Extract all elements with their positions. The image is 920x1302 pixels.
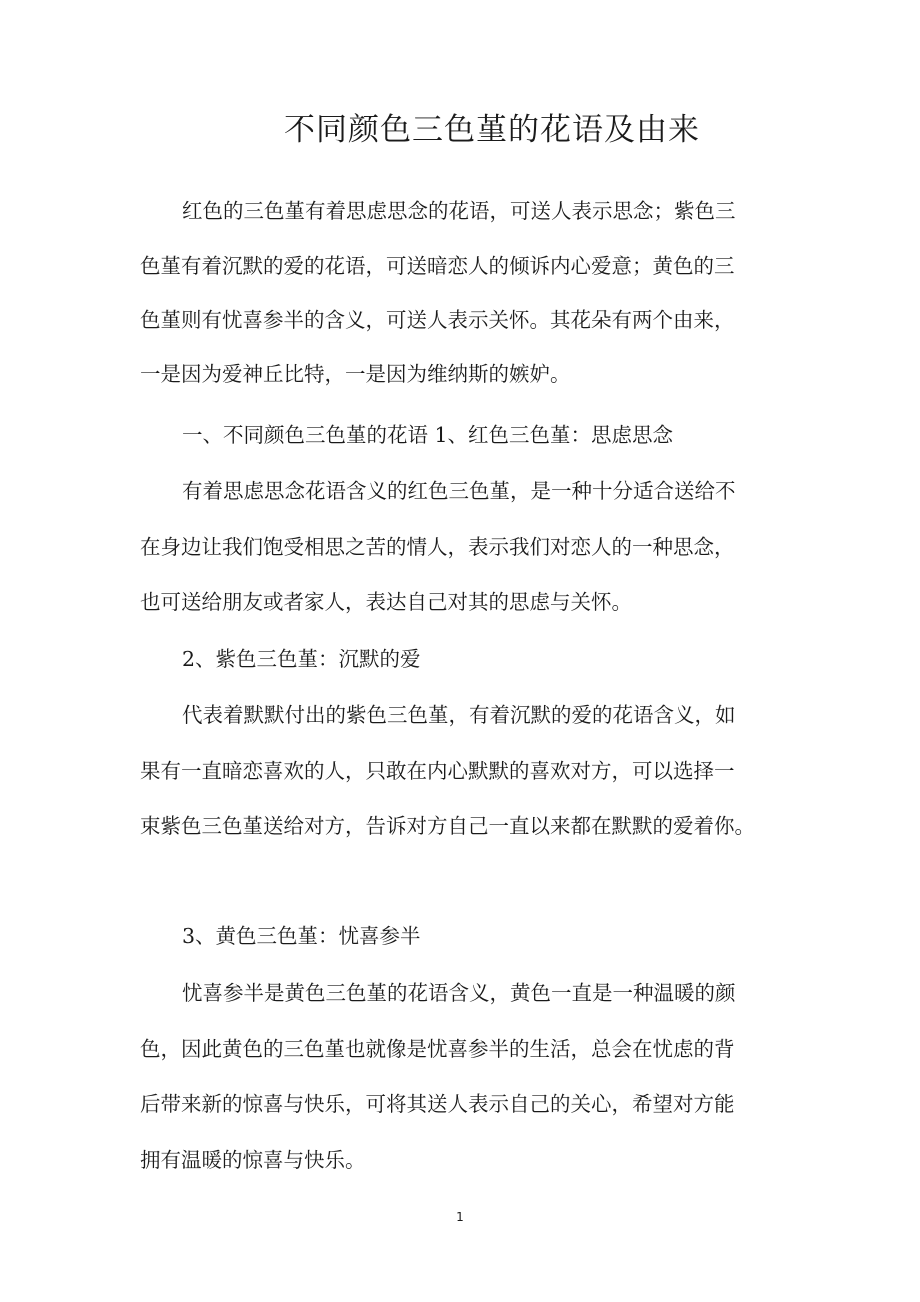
section-heading: 一、不同颜色三色堇的花语 1、红色三色堇：思虑思念 bbox=[182, 423, 674, 447]
body-line: 果有一直暗恋喜欢的人，只敢在内心默默的喜欢对方，可以选择一 bbox=[140, 759, 735, 783]
section-heading: 3、黄色三色堇：忧喜参半 bbox=[182, 924, 421, 948]
body-line: 也可送给朋友或者家人，表达自己对其的思虑与关怀。 bbox=[140, 590, 632, 614]
body-line: 代表着默默付出的紫色三色堇，有着沉默的爱的花语含义，如 bbox=[182, 703, 736, 727]
body-line: 有着思虑思念花语含义的红色三色堇，是一种十分适合送给不 bbox=[182, 479, 736, 503]
body-line: 色，因此黄色的三色堇也就像是忧喜参半的生活，总会在忧虑的背 bbox=[140, 1037, 735, 1061]
body-line: 色堇有着沉默的爱的花语，可送暗恋人的倾诉内心爱意；黄色的三 bbox=[140, 254, 735, 278]
body-line: 束紫色三色堇送给对方，告诉对方自己一直以来都在默默的爱着你。 bbox=[140, 814, 755, 838]
page-number: 1 bbox=[456, 1210, 464, 1224]
body-line: 后带来新的惊喜与快乐，可将其送人表示自己的关心，希望对方能 bbox=[140, 1092, 735, 1116]
body-line: 红色的三色堇有着思虑思念的花语，可送人表示思念；紫色三 bbox=[182, 199, 736, 223]
body-line: 色堇则有忧喜参半的含义，可送人表示关怀。其花朵有两个由来， bbox=[140, 308, 735, 332]
document-title: 不同颜色三色堇的花语及由来 bbox=[284, 112, 700, 148]
body-line: 一是因为爱神丘比特，一是因为维纳斯的嫉妒。 bbox=[140, 362, 571, 386]
body-line: 在身边让我们饱受相思之苦的情人，表示我们对恋人的一种思念， bbox=[140, 535, 735, 559]
section-heading: 2、紫色三色堇：沉默的爱 bbox=[182, 647, 421, 671]
body-line: 拥有温暖的惊喜与快乐。 bbox=[140, 1148, 366, 1172]
body-line: 忧喜参半是黄色三色堇的花语含义，黄色一直是一种温暖的颜 bbox=[182, 981, 736, 1005]
